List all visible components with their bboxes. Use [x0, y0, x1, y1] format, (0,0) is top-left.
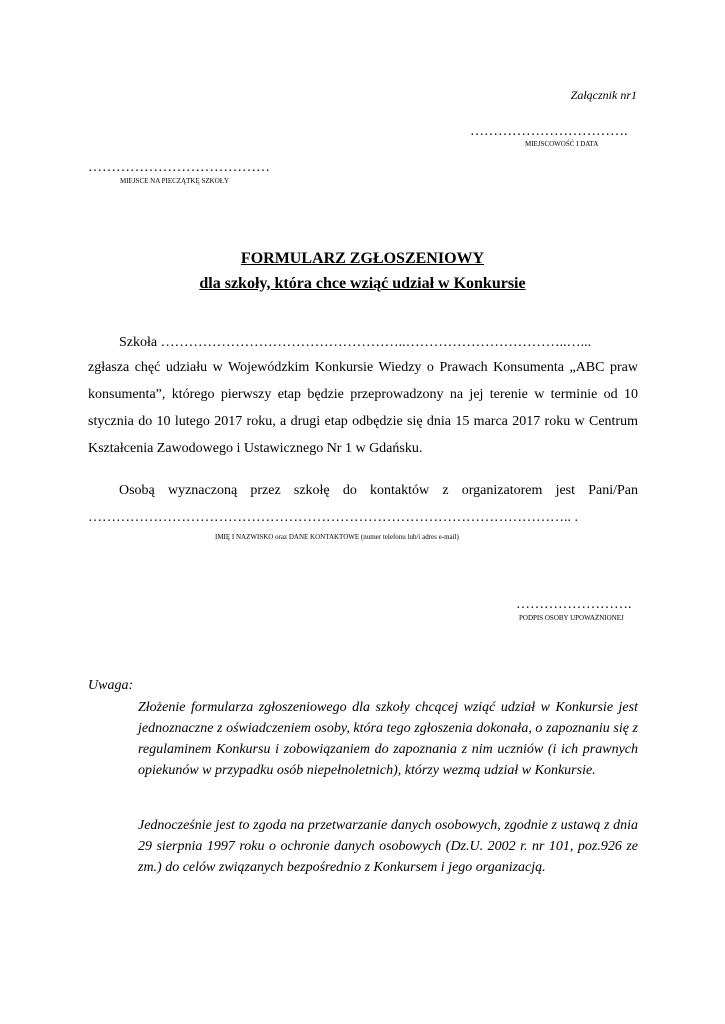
contact-details-field: ………………………………………………………………………………………….. . [88, 510, 578, 525]
note-paragraph-consent: Złożenie formularza zgłoszeniowego dla szkoły chcącej wziąć udział w Konkursie jest jednoznaczne z oświadczeniem osoby, która tego zgłoszenia dokonała, o zapoznaniu się z regulaminem Konkursu i zobowiązaniem do zapoznania z nim uczniów (i ich prawnych opiekunów w przypadku osób niepełnoletnich), którzy wezmą udział w Konkursie. [138, 700, 638, 778]
contact-details-caption: IMIĘ I NAZWISKO oraz DANE KONTAKTOWE (numer telefonu lub/i adres e-mail) [215, 533, 459, 541]
contact-person-statement: Osobą wyznaczoną przez szkołę do kontaktów z organizatorem jest Pani/Pan [119, 483, 638, 498]
application-statement: zgłasza chęć udziału w Wojewódzkim Konkursie Wiedzy o Prawach Konsumenta „ABC praw konsumenta”, którego pierwszy etap będzie przeprowadzony na jej terenie w terminie od 10 stycznia do 10 lutego 2017 roku, a drugi etap odbędzie się dnia 15 marca 2017 roku w Centrum Kształcenia Zawodowego i Ustawicznego Nr 1 w Gdańsku. [88, 360, 638, 456]
signature-caption: PODPIS OSOBY UPOWAŻNIONEJ [519, 614, 624, 622]
attachment-label: Załącznik nr1 [570, 88, 637, 102]
place-date-field: ……………………………. [470, 124, 628, 139]
school-stamp-field: ………………………………… [88, 160, 270, 175]
signature-field: ……………………. [516, 597, 632, 612]
note-heading: Uwaga: [88, 678, 134, 693]
school-name-field: Szkoła ……………………………………………..……………………………..…... [119, 335, 592, 350]
note-paragraph-data-processing: Jednocześnie jest to zgoda na przetwarzanie danych osobowych, zgodnie z ustawą z dnia 29 sierpnia 1997 roku o ochronie danych osobowych (Dz.U. 2002 r. nr 101, poz.926 ze zm.) do celów związanych bezpośrednio z Konkursem i jego organizacją. [138, 818, 638, 875]
form-subtitle: dla szkoły, która chce wziąć udział w Konkursie [199, 275, 526, 292]
school-stamp-caption: MIEJSCE NA PIECZĄTKĘ SZKOŁY [120, 177, 230, 185]
place-date-caption: MIEJSCOWOŚĆ I DATA [525, 140, 599, 148]
form-title: FORMULARZ ZGŁOSZENIOWY [240, 250, 485, 267]
